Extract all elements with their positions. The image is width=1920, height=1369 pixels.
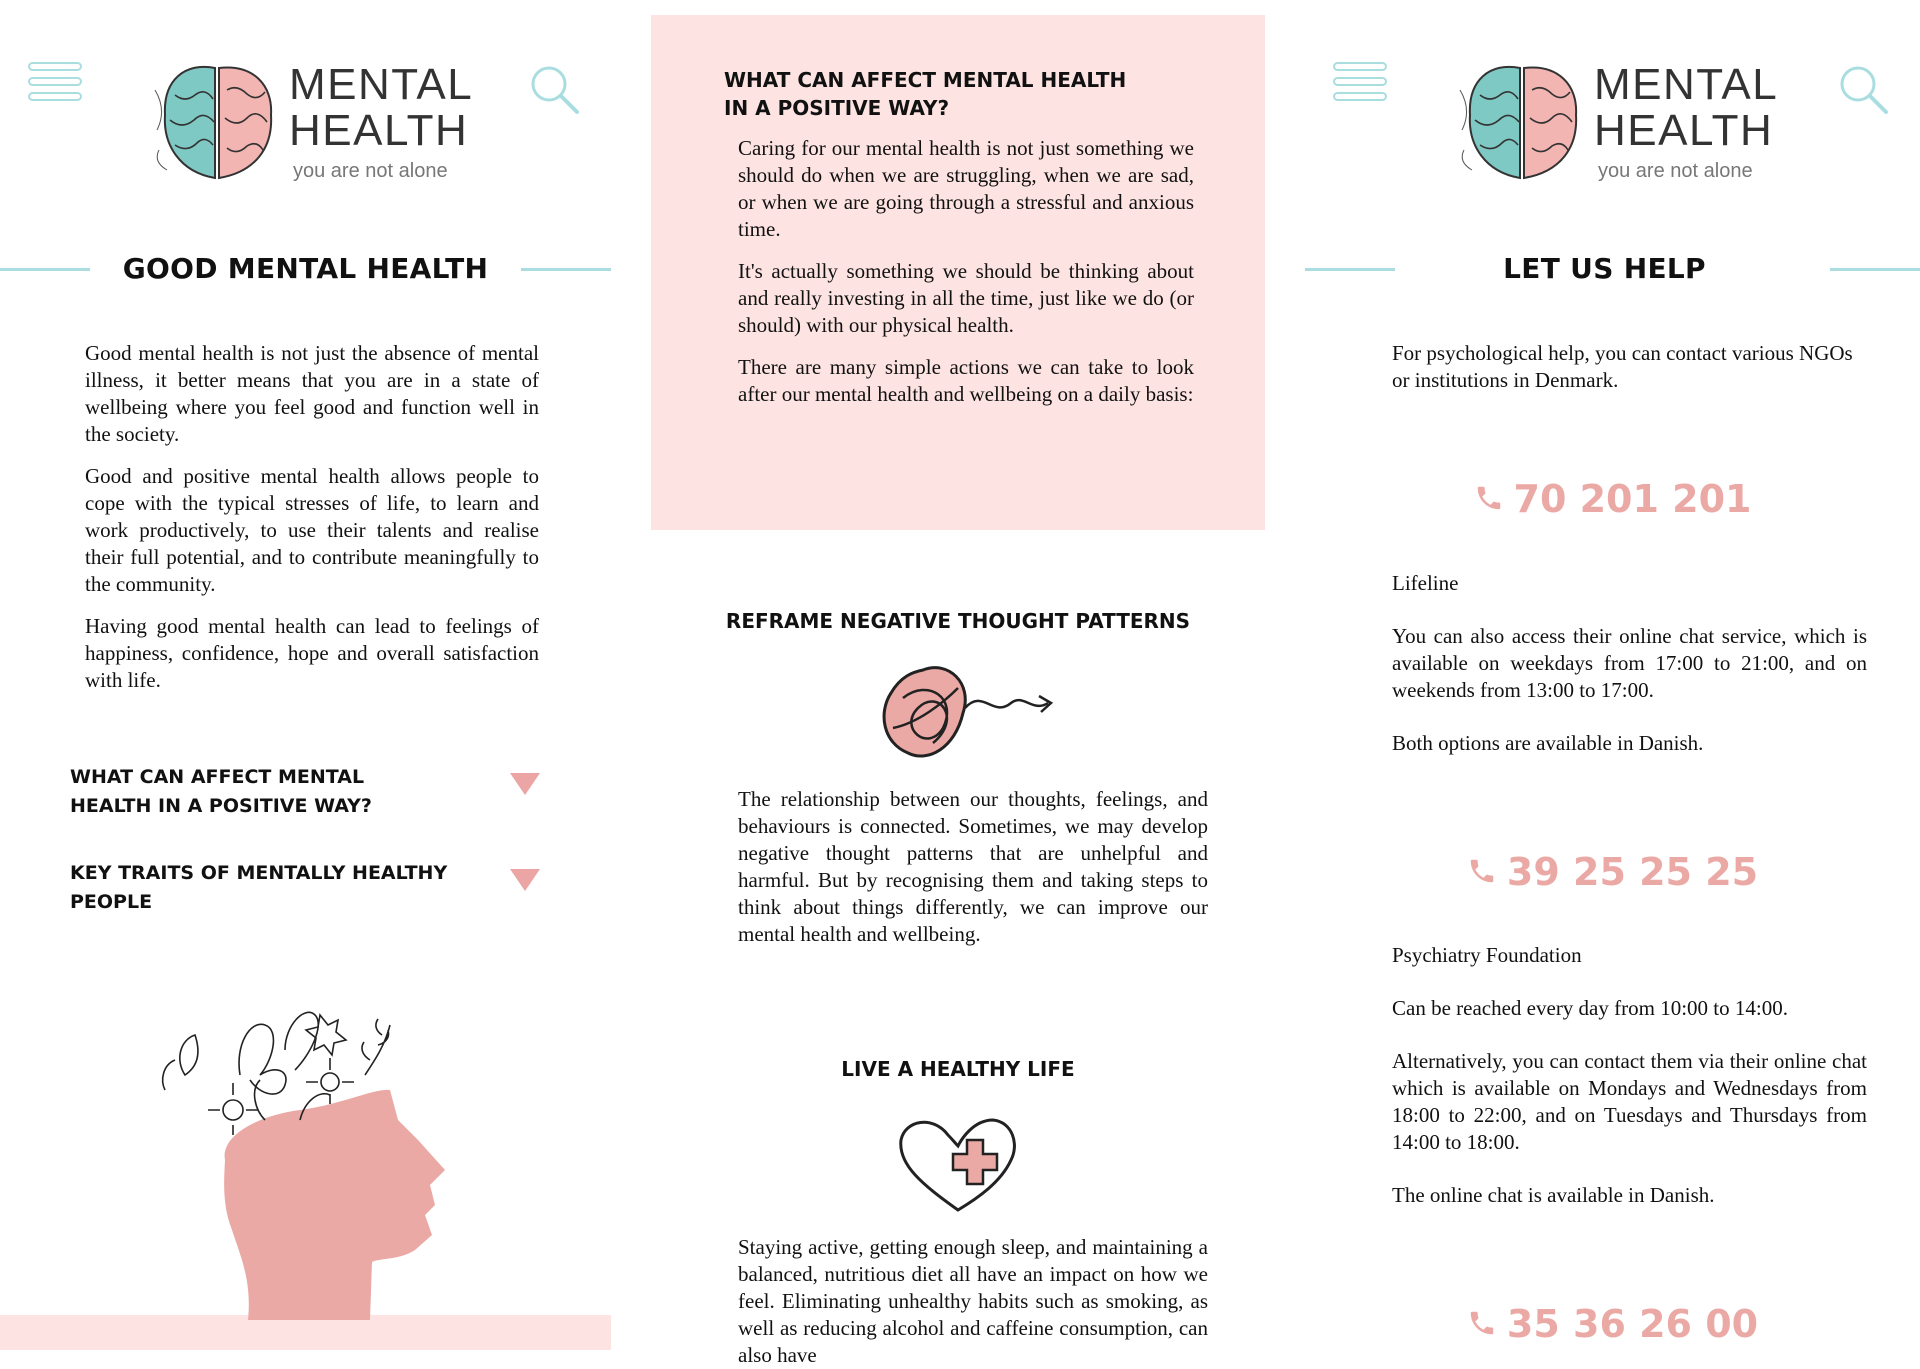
accordion-label: WHAT CAN AFFECT MENTAL HEALTH IN A POSITIVE WAY? bbox=[70, 766, 372, 817]
section-text-reframe: The relationship between our thoughts, feelings, and behaviours is connected. Sometimes, we may develop negative thought patterns that are unhelpful and harmful. But by recognising them and taking steps to think about things differently, we can improve our mental health and wellbeing. bbox=[738, 787, 1208, 946]
paragraph: Caring for our mental health is not just something we should do when we are struggling, when we are sad, or when we are going through a stressful and anxious time. bbox=[738, 136, 1194, 241]
brain-logo bbox=[155, 60, 285, 185]
triangle-down-icon[interactable] bbox=[510, 869, 540, 891]
section-title-healthy-life: LIVE A HEALTHY LIFE bbox=[841, 1057, 1075, 1081]
phone-icon bbox=[1467, 1308, 1497, 1338]
help-intro: For psychological help, you can contact various NGOs or institutions in Denmark. bbox=[1392, 341, 1853, 392]
head-with-flowers-illustration bbox=[0, 990, 611, 1350]
page-title: GOOD MENTAL HEALTH bbox=[122, 252, 489, 285]
paragraph: Having good mental health can lead to feelings of happiness, confidence, hope and overall satisfaction with life. bbox=[85, 614, 539, 692]
accordion-label: KEY TRAITS OF MENTALLY HEALTHY PEOPLE bbox=[70, 862, 448, 913]
phone-link-lifeline[interactable] bbox=[1305, 477, 1920, 521]
section-text-healthy-life: Staying active, getting enough sleep, and maintaining a balanced, nutritious diet all have an impact on how we feel. Eliminating unhealthy habits such as smoking, as well as reducing alcohol and caffeine consumption, can also have bbox=[738, 1235, 1208, 1367]
phone-icon bbox=[1467, 856, 1497, 886]
brand-tagline: you are not alone bbox=[293, 160, 448, 182]
accordion-item-key-traits[interactable] bbox=[70, 859, 540, 917]
accordion-item-positive-ways[interactable] bbox=[70, 763, 540, 821]
contact-detail: Can be reached every day from 10:00 to 14:00. bbox=[1392, 996, 1788, 1020]
brand-tagline: you are not alone bbox=[1598, 160, 1753, 182]
hamburger-menu-icon[interactable] bbox=[1333, 62, 1387, 110]
logo-text bbox=[1594, 62, 1778, 183]
contact-name: Psychiatry Foundation bbox=[1392, 943, 1582, 967]
search-icon[interactable] bbox=[527, 62, 581, 116]
brand-line2: HEALTH bbox=[289, 106, 469, 155]
card-text bbox=[738, 135, 1194, 423]
brand-logo[interactable] bbox=[1460, 60, 1779, 190]
brand-line1: MENTAL bbox=[289, 60, 474, 109]
search-icon[interactable] bbox=[1836, 62, 1890, 116]
triangle-down-icon[interactable] bbox=[510, 773, 540, 795]
contact-detail: Both options are available in Danish. bbox=[1392, 731, 1704, 755]
logo-text bbox=[289, 62, 473, 183]
phone-number: 39 25 25 25 bbox=[1506, 850, 1759, 894]
paragraph: Good mental health is not just the absence of mental illness, it better means that you are in a state of wellbeing where you feel good and function well in the society. bbox=[85, 341, 539, 446]
contact-detail: The online chat is available in Danish. bbox=[1392, 1183, 1715, 1207]
paragraph: There are many simple actions we can take to look after our mental health and wellbeing on a daily basis: bbox=[738, 355, 1194, 406]
brain-logo bbox=[1460, 60, 1590, 185]
paragraph: Good and positive mental health allows people to cope with the typical stresses of life, to learn and work productively, to use their talents and realise their full potential, and to contribute meaningfully to the community. bbox=[85, 464, 539, 596]
tangled-thought-icon bbox=[873, 658, 1063, 768]
page-title: LET US HELP bbox=[1503, 252, 1706, 285]
phone-link-psychiatry-foundation[interactable] bbox=[1305, 850, 1920, 894]
intro-text bbox=[85, 340, 539, 709]
brand-line2: HEALTH bbox=[1594, 106, 1774, 155]
site-header bbox=[1305, 0, 1920, 200]
phone-icon bbox=[1474, 483, 1504, 513]
hamburger-menu-icon[interactable] bbox=[28, 62, 82, 110]
panel-positive-ways bbox=[651, 0, 1265, 1367]
heart-medical-cross-icon bbox=[893, 1110, 1023, 1220]
panel-good-mental-health bbox=[0, 0, 611, 1352]
site-header bbox=[0, 0, 611, 200]
card-heading: WHAT CAN AFFECT MENTAL HEALTH IN A POSITIVE WAY? bbox=[724, 68, 1127, 120]
contact-detail: You can also access their online chat service, which is available on weekdays from 17:00 to 21:00, and on weekends from 13:00 to 17:00. bbox=[1392, 624, 1867, 702]
brand-line1: MENTAL bbox=[1594, 60, 1779, 109]
contact-name: Lifeline bbox=[1392, 571, 1459, 595]
phone-link-third-contact[interactable] bbox=[1305, 1302, 1920, 1346]
phone-number: 70 201 201 bbox=[1513, 477, 1752, 521]
brand-logo[interactable] bbox=[155, 60, 474, 190]
paragraph: It's actually something we should be thinking about and really investing in all the time, just like we do (or should) with our physical health. bbox=[738, 259, 1194, 337]
phone-number: 35 36 26 00 bbox=[1506, 1302, 1759, 1346]
section-title-reframe: REFRAME NEGATIVE THOUGHT PATTERNS bbox=[725, 609, 1191, 633]
contact-detail: Alternatively, you can contact them via their online chat which is available on Mondays and Wednesdays from 18:00 to 22:00, and on Tuesdays and Thursdays from 14:00 to 18:00. bbox=[1392, 1049, 1867, 1154]
panel-let-us-help bbox=[1305, 0, 1920, 1352]
